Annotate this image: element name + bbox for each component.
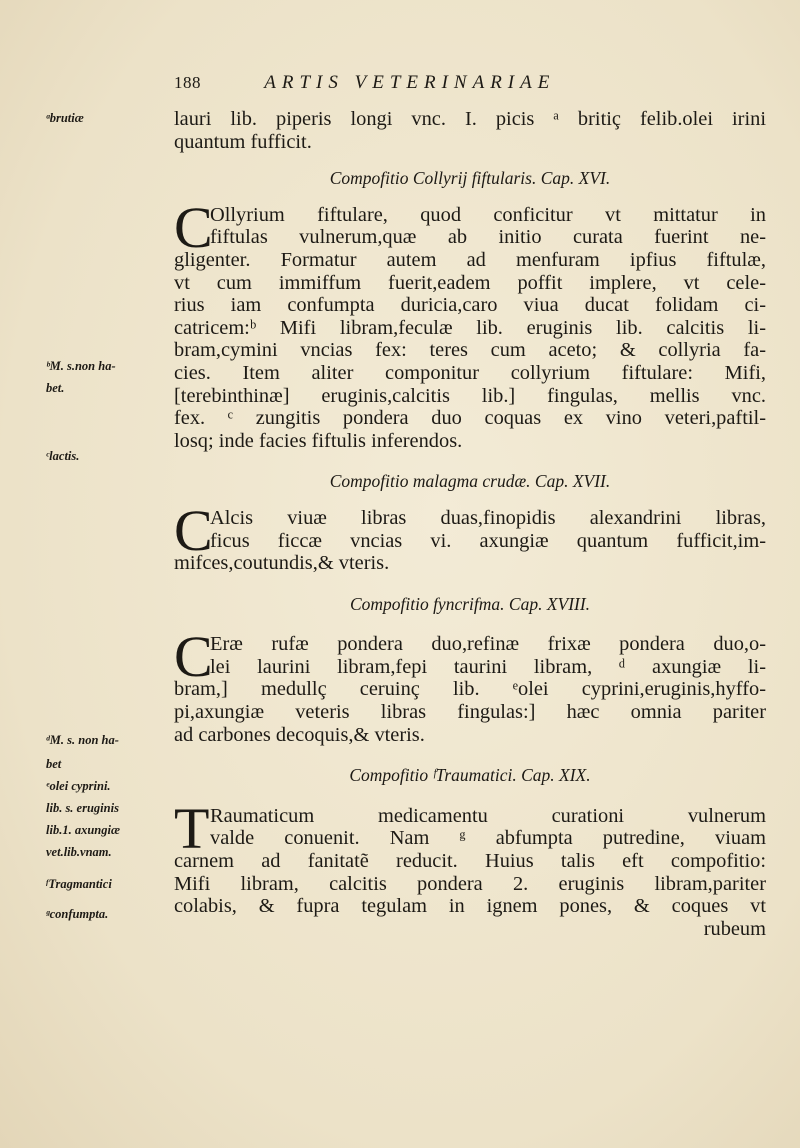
text-line: fiftulas vulnerum,quæ ab initio curata fuerint ne-: [210, 226, 766, 249]
margin-note: lib.1. axungiæ: [46, 823, 120, 837]
drop-cap: T: [174, 795, 210, 861]
text-line: ficus ficcæ vncias vi. axungiæ quantum fufficit,im-: [210, 529, 766, 552]
drop-cap: C: [174, 194, 213, 260]
margin-note: bet.: [46, 381, 65, 395]
running-title: ARTIS VETERINARIAE: [264, 72, 556, 93]
text-line: [terebinthinæ] eruginis,calcitis lib.] fingulas, mellis vnc.: [174, 384, 766, 407]
main-text: [174, 108, 766, 940]
margin-note: ᶜlactis.: [46, 449, 80, 463]
text-line: Alcis viuæ libras duas,finopidis alexandrini libras,: [210, 506, 766, 529]
paragraph: [174, 194, 766, 453]
text-line: lei laurini libram,fepi taurini libram, ᵈ axungiæ li-: [210, 655, 766, 678]
text-line: cies. Item aliter componitur collyrium fiftulare: Mifi,: [174, 361, 766, 384]
catchword: rubeum: [703, 917, 766, 940]
running-head: [174, 72, 754, 94]
text-line: carnem ad fanitatẽ reducit. Huius talis eft compofitio:: [174, 850, 766, 873]
text-line: catricem:ᵇ Mifi libram,feculæ lib. eruginis lib. calcitis li-: [174, 316, 766, 339]
margin-note: ᵍconfumpta.: [46, 907, 109, 921]
text-line: losq; inde facies fiftulis inferendos.: [174, 429, 463, 452]
margin-note: bet: [46, 757, 62, 771]
margin-note: ᵇM. s.non ha-: [46, 359, 116, 373]
text-line: vt cum immiffum fuerit,eadem poffit implere, vt cele-: [174, 271, 766, 294]
chapter-heading: Compofitio ᶠTraumatici. Cap. XIX.: [349, 765, 591, 786]
text-line: gligenter. Formatur autem ad menfuram ipfius fiftulæ,: [174, 248, 766, 271]
paragraph: [174, 624, 766, 746]
text-line: Eræ rufæ pondera duo,refinæ frixæ pondera duo,o-: [210, 633, 766, 656]
text-line: ad carbones decoquis,& vteris.: [174, 723, 425, 746]
text-line: mifces,coutundis,& vteris.: [174, 552, 390, 575]
text-line: valde conuenit. Nam ᵍ abfumpta putredine, viuam: [210, 827, 766, 850]
text-line: bram,cymini vncias fex: teres cum aceto; & collyria fa-: [174, 339, 766, 362]
text-line: Ollyrium fiftulare, quod conficitur vt mittatur in: [210, 203, 766, 226]
text-line: rius iam confumpta duricia,caro viua ducat folidam ci-: [174, 294, 766, 317]
margin-note: vet.lib.vnam.: [46, 845, 112, 859]
margin-note: lib. s. eruginis: [46, 801, 119, 815]
text-line: colabis, & fupra tegulam in ignem pones, & coques vt: [174, 895, 766, 918]
chapter-heading: Compofitio malagma crudæ. Cap. XVII.: [329, 471, 611, 492]
paragraph: [174, 795, 766, 941]
paragraph: [174, 497, 766, 575]
text-line: Raumaticum medicamentu curationi vulnerum: [210, 804, 766, 827]
text-line: Mifi libram, calcitis pondera 2. eruginis libram,pariter: [174, 872, 766, 895]
text-line: pi,axungiæ veteris libras fingulas:] hæc omnia pariter: [174, 701, 766, 724]
margin-note: ᵃbrutiæ: [46, 111, 84, 125]
margin-note: ᶠTragmantici: [46, 877, 112, 891]
margin-note: ᵉolei cyprini.: [46, 779, 111, 793]
margin-note: ᵈM. s. non ha-: [46, 733, 119, 747]
drop-cap: C: [174, 624, 213, 690]
text-line: fex. ᶜ zungitis pondera duo coquas ex vino veteri,paftil-: [174, 407, 766, 430]
drop-cap: C: [174, 497, 213, 563]
chapter-heading: Compofitio Collyrij fiftularis. Cap. XVI.: [329, 168, 611, 189]
text-line: lauri lib. piperis longi vnc. I. picis ᵃ britiç felib.olei irini: [174, 108, 766, 130]
text-line: quantum fufficit.: [174, 130, 312, 153]
chapter-heading: Compofitio fyncrifma. Cap. XVIII.: [349, 593, 591, 614]
page-number: 188: [174, 73, 201, 92]
text-line: bram,] medullç ceruinç lib. ᵉolei cyprini,eruginis,hyffo-: [174, 678, 766, 701]
